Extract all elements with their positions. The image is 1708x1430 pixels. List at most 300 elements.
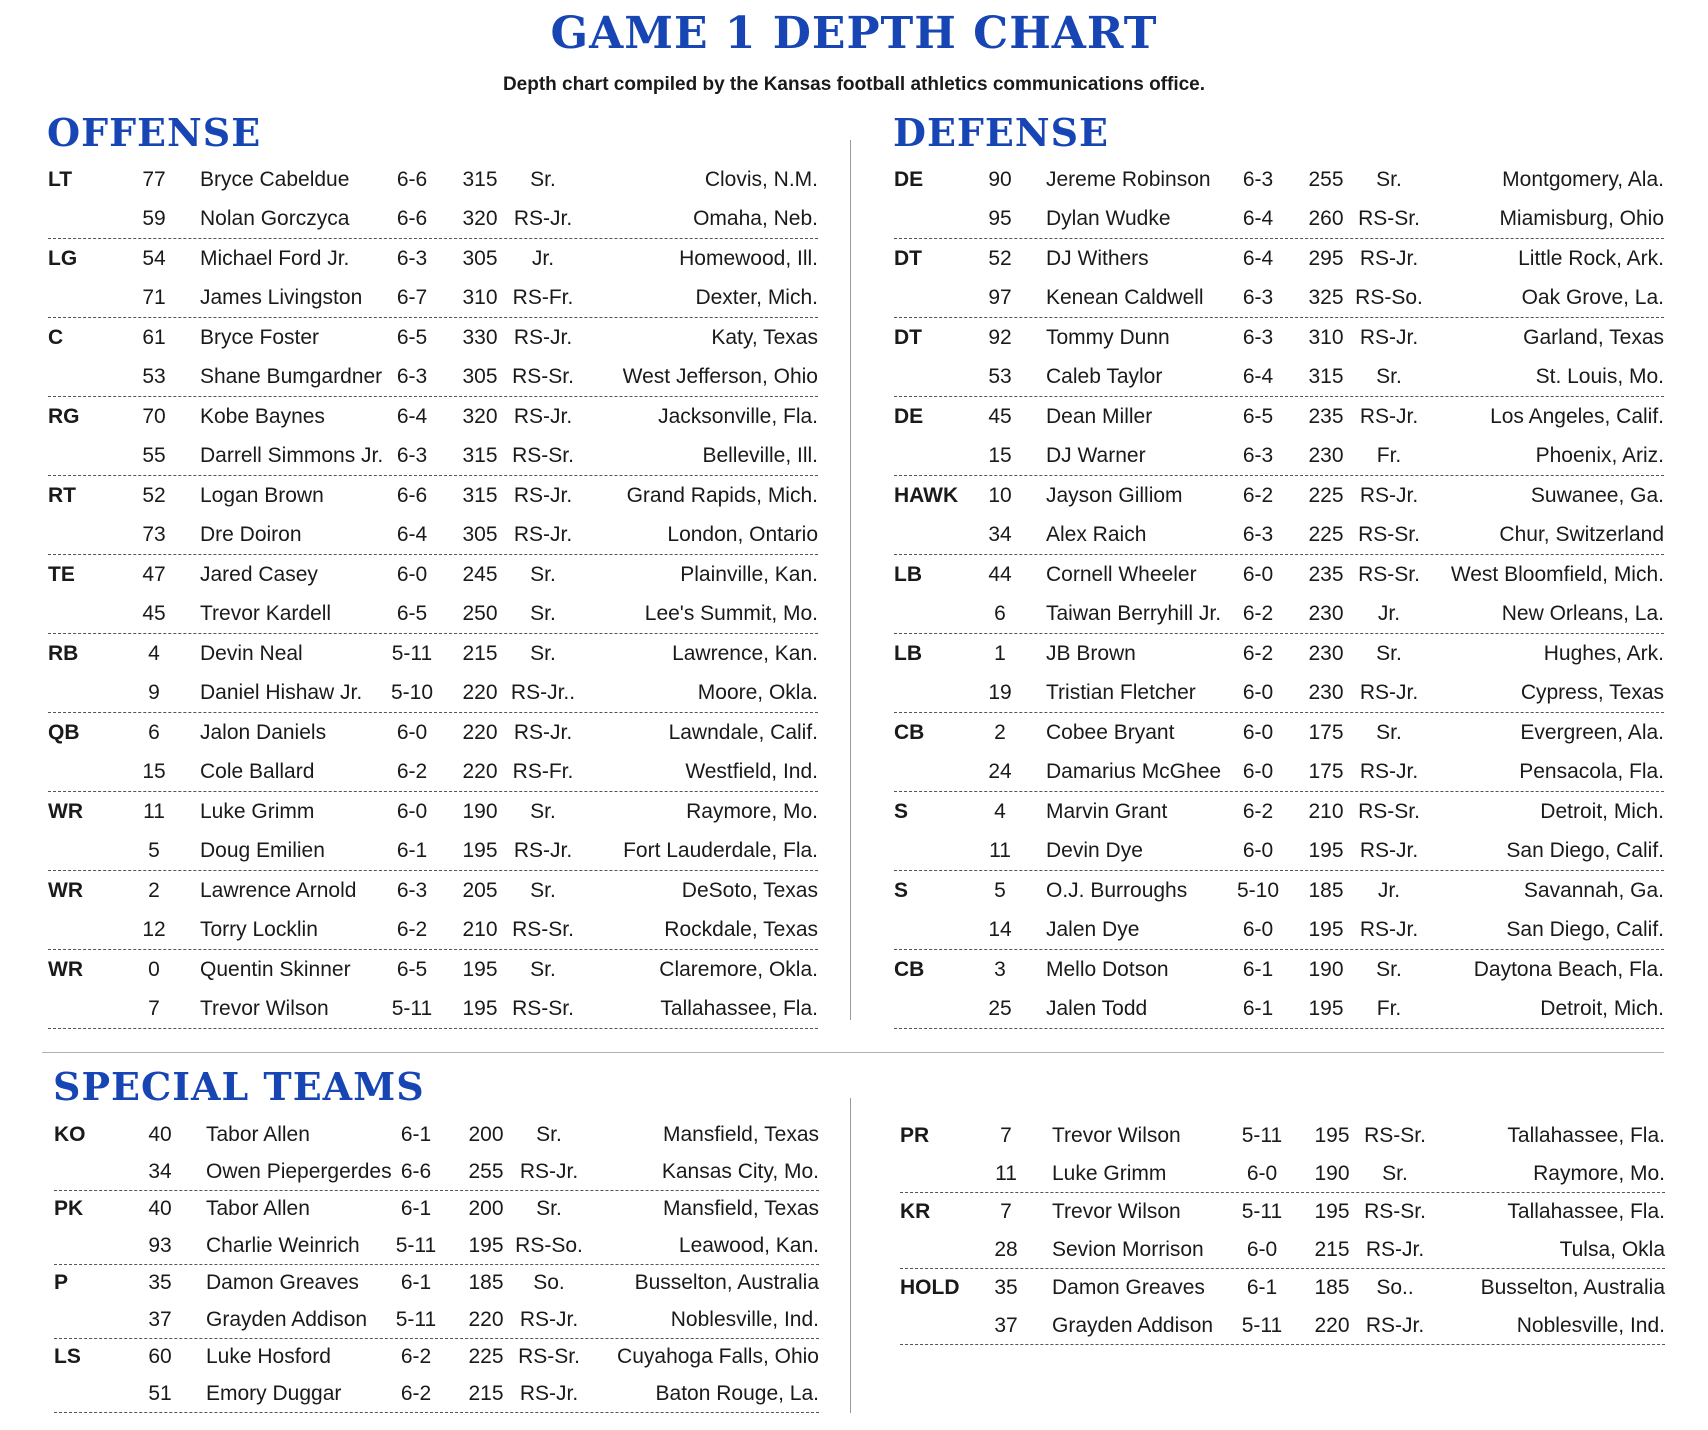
depth-row xyxy=(48,673,818,713)
depth-row xyxy=(54,1302,819,1340)
weight: 220 xyxy=(468,1307,504,1331)
depth-row xyxy=(48,871,818,910)
hometown: Tallahassee, Fla. xyxy=(660,997,818,1020)
player-name: Sevion Morrison xyxy=(1052,1237,1204,1261)
player-name: Bryce Foster xyxy=(200,326,320,349)
hometown: Baton Rouge, La. xyxy=(655,1381,819,1405)
class-year: RS-Sr. xyxy=(512,997,574,1020)
jersey-number: 55 xyxy=(142,444,166,467)
class-year: RS-Jr. xyxy=(513,523,573,546)
hometown: Suwanee, Ga. xyxy=(1530,484,1664,507)
height: 6-5 xyxy=(396,958,428,981)
height: 6-1 xyxy=(396,839,428,862)
class-year: RS-Jr. xyxy=(519,1159,579,1183)
jersey-number: 6 xyxy=(148,721,160,744)
height: 6-7 xyxy=(396,286,428,309)
weight: 320 xyxy=(462,207,498,230)
class-year: Sr. xyxy=(530,879,556,902)
position-label: CB xyxy=(894,958,925,981)
position-label: WR xyxy=(48,800,83,823)
jersey-number: 61 xyxy=(142,326,166,349)
depth-row xyxy=(894,199,1664,239)
special-teams-right-table xyxy=(900,1117,1665,1345)
class-year: Sr. xyxy=(530,602,556,625)
height: 6-0 xyxy=(396,563,428,586)
player-name: Cobee Bryant xyxy=(1046,721,1175,744)
hometown: Claremore, Okla. xyxy=(659,958,818,981)
depth-row xyxy=(48,792,818,831)
player-name: Shane Bumgardner xyxy=(200,365,383,388)
player-name: Jayson Gilliom xyxy=(1046,484,1183,507)
hometown: Raymore, Mo. xyxy=(1533,1161,1665,1185)
player-name: Trevor Wilson xyxy=(200,997,329,1020)
hometown: Katy, Texas xyxy=(711,326,818,349)
position-label: WR xyxy=(48,879,83,902)
player-name: Lawrence Arnold xyxy=(200,879,357,902)
hometown: Tallahassee, Fla. xyxy=(1507,1124,1665,1147)
height: 6-6 xyxy=(396,207,428,230)
height: 6-3 xyxy=(396,247,428,270)
hometown: Plainville, Kan. xyxy=(680,563,818,586)
depth-row xyxy=(54,1154,819,1192)
hometown: Tulsa, Okla xyxy=(1559,1237,1665,1261)
height: 5-10 xyxy=(390,681,434,704)
depth-row xyxy=(894,950,1664,989)
hometown: San Diego, Calif. xyxy=(1506,839,1664,862)
weight: 230 xyxy=(1308,642,1344,665)
player-name: Daniel Hishaw Jr. xyxy=(200,681,363,704)
depth-row xyxy=(900,1269,1665,1307)
depth-row xyxy=(894,278,1664,318)
class-year: Sr. xyxy=(530,800,556,823)
depth-row xyxy=(48,989,818,1029)
player-name: Jalon Daniels xyxy=(200,721,327,744)
jersey-number: 53 xyxy=(988,365,1012,388)
height: 6-2 xyxy=(1242,800,1274,823)
weight: 195 xyxy=(462,997,498,1020)
depth-row xyxy=(54,1117,819,1154)
section-divider xyxy=(42,1052,1664,1053)
player-name: Devin Neal xyxy=(200,642,303,665)
class-year: Sr. xyxy=(530,642,556,665)
jersey-number: 35 xyxy=(994,1276,1018,1299)
defense-table xyxy=(894,160,1664,1029)
height: 6-1 xyxy=(400,1197,432,1220)
height: 6-3 xyxy=(1242,326,1274,349)
height: 5-10 xyxy=(1236,879,1280,902)
class-year: Sr. xyxy=(530,168,556,191)
jersey-number: 45 xyxy=(988,405,1012,428)
weight: 215 xyxy=(462,642,498,665)
depth-row xyxy=(48,594,818,634)
height: 6-4 xyxy=(396,523,428,546)
player-name: Michael Ford Jr. xyxy=(200,247,350,270)
height: 6-2 xyxy=(1242,642,1274,665)
class-year: Jr. xyxy=(531,247,555,270)
jersey-number: 71 xyxy=(142,286,166,309)
weight: 225 xyxy=(468,1345,504,1368)
position-label: LS xyxy=(54,1345,81,1368)
class-year: Fr. xyxy=(1376,444,1402,467)
class-year: Jr. xyxy=(1377,602,1401,625)
position-label: KR xyxy=(900,1200,931,1223)
class-year: So. xyxy=(533,1271,565,1294)
player-name: Dre Doiron xyxy=(200,523,302,546)
player-name: Emory Duggar xyxy=(206,1381,342,1405)
jersey-number: 5 xyxy=(148,839,160,862)
hometown: Moore, Okla. xyxy=(697,681,818,704)
hometown: Noblesville, Ind. xyxy=(1516,1313,1665,1337)
position-label: RG xyxy=(48,405,80,428)
position-label: HAWK xyxy=(894,484,959,507)
class-year: RS-Sr. xyxy=(518,1345,580,1368)
weight: 195 xyxy=(1308,839,1344,862)
weight: 195 xyxy=(462,958,498,981)
weight: 230 xyxy=(1308,444,1344,467)
class-year: RS-So. xyxy=(1355,286,1423,309)
height: 6-3 xyxy=(1242,523,1274,546)
depth-row xyxy=(48,397,818,436)
depth-row xyxy=(894,871,1664,910)
hometown: Omaha, Neb. xyxy=(693,207,818,230)
height: 6-2 xyxy=(400,1345,432,1368)
weight: 250 xyxy=(462,602,498,625)
jersey-number: 40 xyxy=(148,1123,172,1146)
player-name: Cornell Wheeler xyxy=(1046,563,1197,586)
weight: 205 xyxy=(462,879,498,902)
jersey-number: 37 xyxy=(994,1313,1018,1337)
jersey-number: 95 xyxy=(988,207,1012,230)
weight: 220 xyxy=(462,681,498,704)
class-year: RS-Sr. xyxy=(1358,207,1420,230)
player-name: Jalen Todd xyxy=(1046,997,1148,1020)
hometown: Dexter, Mich. xyxy=(695,286,818,309)
jersey-number: 10 xyxy=(988,484,1012,507)
height: 6-4 xyxy=(396,405,428,428)
weight: 185 xyxy=(1308,879,1344,902)
position-label: QB xyxy=(48,721,80,744)
jersey-number: 6 xyxy=(994,602,1006,625)
player-name: Doug Emilien xyxy=(200,839,325,862)
weight: 255 xyxy=(468,1159,504,1183)
player-name: DJ Withers xyxy=(1046,247,1149,270)
weight: 220 xyxy=(462,721,498,744)
weight: 225 xyxy=(1308,523,1344,546)
depth-row xyxy=(894,831,1664,871)
jersey-number: 11 xyxy=(989,839,1011,862)
height: 5-11 xyxy=(391,642,433,665)
jersey-number: 11 xyxy=(143,800,165,823)
class-year: Fr. xyxy=(1376,997,1402,1020)
player-name: Kobe Baynes xyxy=(200,405,325,428)
weight: 320 xyxy=(462,405,498,428)
depth-row xyxy=(894,555,1664,594)
height: 6-2 xyxy=(396,918,428,941)
position-label: P xyxy=(54,1271,69,1294)
hometown: Fort Lauderdale, Fla. xyxy=(623,839,818,862)
player-name: Alex Raich xyxy=(1046,523,1147,546)
player-name: Jalen Dye xyxy=(1046,918,1140,941)
class-year: RS-Sr. xyxy=(1358,523,1420,546)
depth-row xyxy=(894,752,1664,792)
page-title: GAME 1 DEPTH CHART xyxy=(550,8,1158,59)
depth-row xyxy=(894,673,1664,713)
hometown: Busselton, Australia xyxy=(1480,1276,1665,1299)
jersey-number: 47 xyxy=(142,563,166,586)
height: 6-2 xyxy=(1242,484,1274,507)
class-year: RS-Fr. xyxy=(512,760,574,783)
player-name: Owen Piepergerdes xyxy=(206,1159,392,1183)
hometown: Homewood, Ill. xyxy=(679,247,818,270)
height: 6-5 xyxy=(1242,405,1274,428)
jersey-number: 40 xyxy=(148,1197,172,1220)
height: 6-3 xyxy=(396,879,428,902)
jersey-number: 11 xyxy=(995,1161,1017,1185)
class-year: Sr. xyxy=(536,1123,562,1146)
player-name: Logan Brown xyxy=(200,484,324,507)
hometown: Cuyahoga Falls, Ohio xyxy=(617,1345,819,1368)
weight: 210 xyxy=(462,918,498,941)
weight: 190 xyxy=(1314,1161,1350,1185)
depth-row xyxy=(894,989,1664,1029)
jersey-number: 4 xyxy=(148,642,160,665)
jersey-number: 4 xyxy=(994,800,1006,823)
class-year: RS-Jr. xyxy=(1359,326,1419,349)
player-name: Grayden Addison xyxy=(1052,1313,1214,1337)
depth-row xyxy=(48,357,818,397)
hometown: Detroit, Mich. xyxy=(1540,997,1664,1020)
height: 6-4 xyxy=(1242,247,1274,270)
position-label: TE xyxy=(48,563,75,586)
weight: 220 xyxy=(462,760,498,783)
position-label: HOLD xyxy=(900,1276,960,1299)
weight: 260 xyxy=(1308,207,1344,230)
weight: 235 xyxy=(1308,405,1344,428)
jersey-number: 51 xyxy=(148,1381,172,1405)
jersey-number: 52 xyxy=(988,247,1012,270)
weight: 195 xyxy=(468,1233,504,1257)
player-name: O.J. Burroughs xyxy=(1046,879,1188,902)
jersey-number: 2 xyxy=(148,879,160,902)
height: 6-2 xyxy=(396,760,428,783)
hometown: New Orleans, La. xyxy=(1501,602,1664,625)
depth-row xyxy=(48,555,818,594)
depth-row xyxy=(48,239,818,278)
jersey-number: 54 xyxy=(142,247,166,270)
height: 5-11 xyxy=(391,997,433,1020)
hometown: Belleville, Ill. xyxy=(702,444,818,467)
height: 5-11 xyxy=(395,1307,437,1331)
hometown: Kansas City, Mo. xyxy=(661,1159,819,1183)
weight: 315 xyxy=(1308,365,1344,388)
depth-row xyxy=(894,318,1664,357)
hometown: Lawndale, Calif. xyxy=(668,721,818,744)
class-year: RS-Jr. xyxy=(1359,839,1419,862)
defense-heading: DEFENSE xyxy=(893,110,1109,155)
height: 6-3 xyxy=(1242,286,1274,309)
player-name: Jared Casey xyxy=(200,563,318,586)
hometown: West Bloomfield, Mich. xyxy=(1450,563,1664,586)
class-year: Sr. xyxy=(530,958,556,981)
class-year: RS-Sr. xyxy=(1364,1200,1426,1223)
jersey-number: 70 xyxy=(142,405,166,428)
hometown: Jacksonville, Fla. xyxy=(658,405,818,428)
player-name: Caleb Taylor xyxy=(1046,365,1163,388)
player-name: Trevor Kardell xyxy=(200,602,332,625)
player-name: Damarius McGhee xyxy=(1046,760,1222,783)
hometown: Evergreen, Ala. xyxy=(1520,721,1664,744)
depth-row xyxy=(54,1265,819,1302)
hometown: Oak Grove, La. xyxy=(1521,286,1664,309)
class-year: RS-Jr. xyxy=(513,484,573,507)
weight: 200 xyxy=(468,1197,504,1220)
class-year: RS-Jr. xyxy=(1359,247,1419,270)
jersey-number: 60 xyxy=(148,1345,172,1368)
hometown: Rockdale, Texas xyxy=(664,918,818,941)
depth-row xyxy=(900,1193,1665,1231)
hometown: Westfield, Ind. xyxy=(685,760,818,783)
height: 6-6 xyxy=(400,1159,432,1183)
jersey-number: 15 xyxy=(988,444,1012,467)
depth-row xyxy=(900,1117,1665,1155)
hometown: Cypress, Texas xyxy=(1520,681,1664,704)
offense-table xyxy=(48,160,818,1029)
jersey-number: 7 xyxy=(148,997,160,1020)
class-year: RS-Sr. xyxy=(1358,563,1420,586)
position-label: CB xyxy=(894,721,925,744)
page-subtitle: Depth chart compiled by the Kansas football athletics communications office. xyxy=(502,74,1206,95)
height: 6-1 xyxy=(1242,997,1274,1020)
player-name: Marvin Grant xyxy=(1046,800,1168,823)
height: 6-2 xyxy=(1242,602,1274,625)
player-name: Darrell Simmons Jr. xyxy=(200,444,384,467)
hometown: DeSoto, Texas xyxy=(681,879,818,902)
depth-row xyxy=(894,713,1664,752)
class-year: RS-Jr. xyxy=(1359,760,1419,783)
jersey-number: 3 xyxy=(994,958,1006,981)
weight: 195 xyxy=(1314,1124,1350,1147)
hometown: Little Rock, Ark. xyxy=(1518,247,1664,270)
player-name: Damon Greaves xyxy=(1052,1276,1205,1299)
hometown: Pensacola, Fla. xyxy=(1519,760,1664,783)
position-label: S xyxy=(894,879,909,902)
class-year: Sr. xyxy=(1376,721,1402,744)
height: 6-0 xyxy=(1242,760,1274,783)
hometown: San Diego, Calif. xyxy=(1506,918,1664,941)
jersey-number: 2 xyxy=(994,721,1006,744)
depth-row xyxy=(894,239,1664,278)
column-divider xyxy=(850,140,851,1020)
depth-row xyxy=(900,1231,1665,1270)
class-year: RS-Jr. xyxy=(1359,681,1419,704)
weight: 190 xyxy=(462,800,498,823)
depth-row xyxy=(894,436,1664,476)
depth-row xyxy=(894,476,1664,515)
height: 6-3 xyxy=(396,444,428,467)
weight: 225 xyxy=(1308,484,1344,507)
jersey-number: 28 xyxy=(994,1237,1018,1261)
jersey-number: 34 xyxy=(148,1159,172,1183)
jersey-number: 93 xyxy=(148,1233,172,1257)
position-label: LB xyxy=(894,563,922,586)
hometown: Mansfield, Texas xyxy=(662,1197,819,1220)
height: 6-3 xyxy=(1242,444,1274,467)
height: 5-11 xyxy=(1241,1313,1283,1337)
depth-row xyxy=(48,476,818,515)
player-name: Grayden Addison xyxy=(206,1307,368,1331)
class-year: Sr. xyxy=(1376,642,1402,665)
depth-row xyxy=(894,515,1664,555)
weight: 235 xyxy=(1308,563,1344,586)
height: 6-0 xyxy=(1242,839,1274,862)
hometown: Lawrence, Kan. xyxy=(672,642,818,665)
height: 6-6 xyxy=(396,168,428,191)
weight: 295 xyxy=(1308,247,1344,270)
weight: 200 xyxy=(468,1123,504,1146)
weight: 325 xyxy=(1308,286,1344,309)
weight: 185 xyxy=(1314,1276,1350,1299)
height: 6-4 xyxy=(1242,207,1274,230)
jersey-number: 35 xyxy=(148,1271,172,1294)
height: 6-0 xyxy=(1242,681,1274,704)
class-year: Sr. xyxy=(1376,958,1402,981)
jersey-number: 73 xyxy=(142,523,166,546)
player-name: James Livingston xyxy=(200,286,363,309)
height: 6-0 xyxy=(396,800,428,823)
hometown: St. Louis, Mo. xyxy=(1535,365,1664,388)
weight: 315 xyxy=(462,168,498,191)
player-name: Trevor Wilson xyxy=(1052,1200,1181,1223)
jersey-number: 5 xyxy=(994,879,1006,902)
jersey-number: 37 xyxy=(148,1307,172,1331)
special-teams-left-table xyxy=(54,1117,819,1413)
position-label: KO xyxy=(54,1123,86,1146)
position-label: WR xyxy=(48,958,83,981)
class-year: Sr. xyxy=(530,563,556,586)
weight: 215 xyxy=(1314,1237,1350,1261)
height: 5-11 xyxy=(1241,1200,1283,1223)
player-name: DJ Warner xyxy=(1046,444,1146,467)
weight: 305 xyxy=(462,247,498,270)
depth-row xyxy=(54,1191,819,1228)
depth-row xyxy=(894,792,1664,831)
class-year: Sr. xyxy=(1376,168,1402,191)
weight: 220 xyxy=(1314,1313,1350,1337)
class-year: Sr. xyxy=(536,1197,562,1220)
player-name: Quentin Skinner xyxy=(200,958,351,981)
player-name: Charlie Weinrich xyxy=(206,1233,360,1257)
class-year: RS-Jr. xyxy=(1365,1313,1425,1337)
class-year: RS-Sr. xyxy=(512,365,574,388)
class-year: RS-Sr. xyxy=(1364,1124,1426,1147)
weight: 230 xyxy=(1308,602,1344,625)
weight: 185 xyxy=(468,1271,504,1294)
weight: 310 xyxy=(462,286,498,309)
height: 6-0 xyxy=(1246,1161,1278,1185)
height: 6-1 xyxy=(400,1271,432,1294)
hometown: Raymore, Mo. xyxy=(686,800,818,823)
hometown: London, Ontario xyxy=(667,523,818,546)
depth-row xyxy=(48,713,818,752)
height: 6-1 xyxy=(1242,958,1274,981)
position-label: PK xyxy=(54,1197,84,1220)
class-year: RS-Sr. xyxy=(1358,800,1420,823)
class-year: RS-Jr.. xyxy=(510,681,576,704)
player-name: Torry Locklin xyxy=(200,918,318,941)
position-label: DT xyxy=(894,326,922,349)
height: 6-1 xyxy=(400,1123,432,1146)
player-name: Jereme Robinson xyxy=(1046,168,1211,191)
